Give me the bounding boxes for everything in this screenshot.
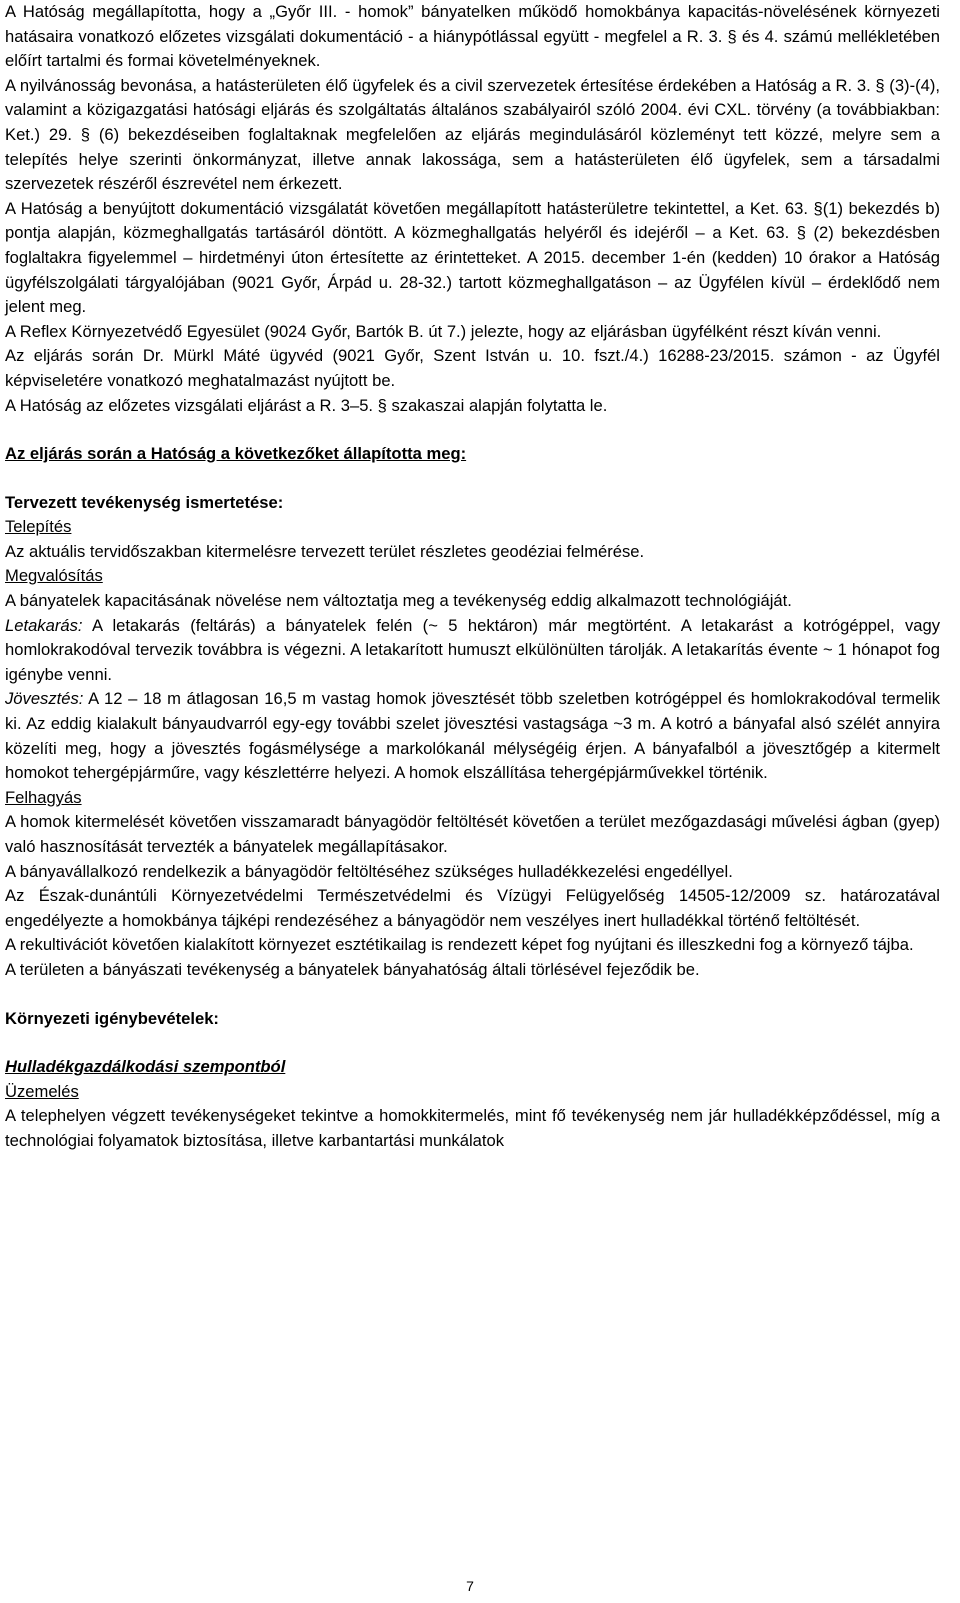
page-number: 7 (466, 1578, 474, 1594)
abandonment-title: Felhagyás (5, 787, 82, 807)
abandonment-paragraph-4: A rekultivációt követően kialakított környezet esztétikailag is rendezett képet fog nyújtani és illeszkedni fog a környező tájba. (5, 935, 914, 955)
environment-heading: Környezeti igénybevételek: (5, 1008, 219, 1028)
spacer (5, 418, 940, 442)
stripping-text: A letakarás (feltárás) a bányatelek felén (~ 5 hektáron) már megtörtént. A letakarást a kotrógéppel, vagy homlokrakodóval tervezik továbbra is végezni. A letakarított humuszt elkülönülten tárolják. A letakarítás évente ~ 1 hónapot fog igénybe venni. (5, 615, 940, 684)
spacer (5, 983, 940, 1007)
intro-paragraph-2: A nyilvánosság bevonása, a hatásterületen élő ügyfelek és a civil szervezetek értesítése érdekében a Hatóság a R. 3. § (3)-(4), valamint a közigazgatási hatósági eljárás és szolgáltatás általános szabályairól szóló 2004. évi CXL. törvény (a továbbiakban: Ket.) 29. § (6) bekezdéseiben foglaltaknak megfelelően az eljárás megindulásáról közleményt tett közzé, melyre sem a telepítés helye szerinti önkormányzat, illetve annak lakossága, sem a hatásterületen élő ügyfelek, sem a társadalmi szervezetek részéről észrevétel nem érkezett. (5, 75, 940, 194)
extraction-label: Jövesztés: (5, 689, 84, 709)
installation-text: Az aktuális tervidőszakban kitermelésre tervezett terület részletes geodéziai felmérése. (5, 541, 645, 561)
extraction-text: A 12 – 18 m átlagosan 16,5 m vastag homok jövesztését több szeletben kotrógéppel és homlokrakodóval termelik ki. Az eddig kialakult bányaudvarról egy-egy további szelet jövesztési vastagsága ~3 m. A kotró a bányafal alsó szélét annyira közelíti meg, hogy a jövesztés fogásmélysége a markolókanál mélységéig érjen. A bányafalból a jövesztőgép a kitermelt homokot tehergépjárműre, vagy készlettérre helyezi. A homok elszállítása tehergépjárművekkel történik. (5, 689, 940, 783)
waste-management-heading: Hulladékgazdálkodási szempontból (5, 1057, 286, 1077)
abandonment-paragraph-2: A bányavállalkozó rendelkezik a bányagödör feltöltéséhez szükséges hulladékkezelési engedéllyel. (5, 861, 733, 881)
intro-paragraph-5: Az eljárás során Dr. Mürkl Máté ügyvéd (9021 Győr, Szent István u. 10. fszt./4.) 16288-23/2015. számon - az Ügyfél képviseletére vonatkozó meghatalmazást nyújtott be. (5, 346, 940, 390)
abandonment-paragraph-5: A területen a bányászati tevékenység a bányatelek bányahatóság általi törlésével fejeződik be. (5, 959, 700, 979)
abandonment-paragraph-3: Az Észak-dunántúli Környezetvédelmi Természetvédelmi és Vízügyi Felügyelőség 14505-12/2009 sz. határozatával engedélyezte a homokbánya tájképi rendezéséhez a bányagödör nem veszélyes inert hulladékkal történő feltöltését. (5, 886, 940, 930)
stripping-label: Letakarás: (5, 615, 83, 635)
operation-text: A telephelyen végzett tevékenységeket tekintve a homokkitermelés, mint fő tevékenység nem jár hulladékképződéssel, míg a technológiai folyamatok biztosítása, illetve karbantartási munkálatok (5, 1106, 940, 1150)
activity-heading: Tervezett tevékenység ismertetése: (5, 492, 284, 512)
intro-paragraph-6: A Hatóság az előzetes vizsgálati eljárást a R. 3–5. § szakaszai alapján folytatta le. (5, 395, 608, 415)
spacer (5, 1031, 940, 1055)
intro-paragraph-4: A Reflex Környezetvédő Egyesület (9024 Győr, Bartók B. út 7.) jelezte, hogy az eljárásban ügyfélként részt kíván venni. (5, 321, 882, 341)
findings-heading: Az eljárás során a Hatóság a következőket állapította meg: (5, 444, 467, 464)
implementation-text: A bányatelek kapacitásának növelése nem változtatja meg a tevékenység eddig alkalmazott technológiáját. (5, 591, 792, 611)
operation-title: Üzemelés (5, 1081, 79, 1101)
intro-paragraph-3: A Hatóság a benyújtott dokumentáció vizsgálatát követően megállapított hatásterületre tekintettel, a Ket. 63. §(1) bekezdés b) pontja alapján, közmeghallgatás tartásáról döntött. A közmeghallgatás helyéről és idejéről – a Ket. 63. § (2) bekezdésben foglaltakra figyelemmel – hirdetményi úton értesítette az érintetteket. A 2015. december 1-én (kedden) 10 órakor a Hatóság ügyfélszolgálati tárgyalójában (9021 Győr, Árpád u. 28-32.) tartott közmeghallgatáson – az Ügyfélen kívül – érdeklődő nem jelent meg. (5, 198, 940, 317)
stripping-paragraph (5, 614, 940, 688)
extraction-paragraph (5, 687, 940, 785)
implementation-title: Megvalósítás (5, 566, 103, 586)
spacer (5, 467, 940, 491)
abandonment-paragraph-1: A homok kitermelését követően visszamaradt bányagödör feltöltését követően a terület mezőgazdasági művelési ágban (gyep) való hasznosítását tervezték a bányatelek megállapításakor. (5, 812, 940, 856)
intro-paragraph-1: A Hatóság megállapította, hogy a „Győr III. - homok” bányatelken működő homokbánya kapacitás-növelésének környezeti hatásaira vonatkozó előzetes vizsgálati dokumentáció - a hiánypótlással együtt - megfelel a R. 3. § és 4. számú mellékletében előírt tartalmi és formai követelményeknek. (5, 2, 940, 71)
document-page (5, 0, 940, 1154)
installation-title: Telepítés (5, 517, 72, 537)
